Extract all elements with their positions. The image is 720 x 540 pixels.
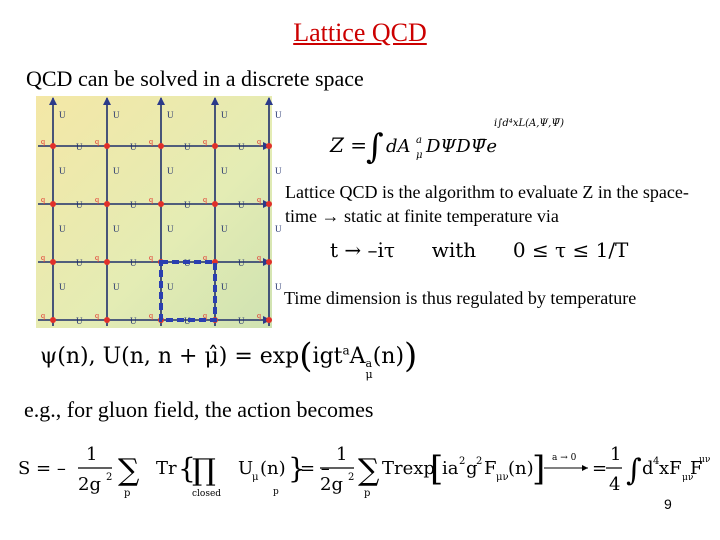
lattice-grid [36,96,282,328]
page-number: 9 [664,496,672,512]
action-one-2: 1 [336,444,348,465]
lattice-site [266,143,272,149]
lattice-site-label: q [41,137,45,146]
lattice-site-label: q [149,195,153,204]
action-sum: ∑ [118,453,140,488]
lattice-link-label: U [238,200,245,210]
action-bracket-l: [ [430,449,444,489]
psi-paren-close: ) [404,336,418,376]
algorithm-description: Lattice QCD is the algorithm to evaluate Z in the space-time → static at finite temperature via [285,182,689,226]
action-int: ∫ [626,453,642,488]
lattice-link-label: U [184,200,191,210]
lattice-site [212,143,218,149]
lattice-link-label: U [76,316,83,326]
action-xF: xF [659,458,682,479]
lattice-site [158,201,164,207]
lattice-site [50,201,56,207]
action-U-n: (n) [260,458,286,479]
lattice-up-arrow [157,97,165,105]
t-rhs: 0 ≤ τ ≤ 1/T [512,238,629,262]
t-with: with [431,238,477,262]
action-F2-sup: μν [699,455,711,465]
lattice-link-label: U [130,258,137,268]
action-limit: a → 0 [552,453,577,463]
lattice-site-label: q [257,195,261,204]
action-ia: ia [442,458,459,479]
lattice-site-label: q [149,311,153,320]
psi-a2: a [365,357,373,370]
psi-inner: igt [312,344,343,369]
lattice-site [50,259,56,265]
action-F-idx: μν [496,472,509,483]
lattice-site-label: q [257,253,261,262]
lattice-link-label: U [59,224,66,234]
slide-title: Lattice QCD [293,18,427,47]
t-lhs: t → –iτ [330,238,395,262]
action-prod-closed: closed [192,489,222,499]
z-measure: dA [386,136,411,157]
action-g: g [466,458,478,479]
z-lhs: Z = [330,133,368,157]
lattice-link-label: U [184,142,191,152]
lattice-link-label: U [184,316,191,326]
lattice-link-label: U [113,166,120,176]
lattice-link-label: U [221,166,228,176]
lattice-link-label: U [221,282,228,292]
lattice-link-label: U [275,166,282,176]
partition-function-equation [330,112,590,167]
action-one: 1 [86,444,98,465]
lattice-link-label: U [76,200,83,210]
lattice-link-label: U [184,258,191,268]
psi-a1: a [342,343,350,358]
time-dimension-note: Time dimension is thus regulated by temperature [284,288,637,308]
lattice-site-label: q [257,311,261,320]
action-prod: ∏ [192,453,216,488]
lattice-link-label: U [167,282,174,292]
action-g-sq: 2 [476,456,483,467]
action-denom-sq: 2 [106,472,113,483]
action-trexp: Trexp [382,458,435,479]
lattice-site [50,143,56,149]
lattice-link-label: U [238,258,245,268]
action-d-sup: 4 [653,456,660,467]
action-four: 4 [609,474,621,495]
psi-mu: μ [365,368,373,381]
lattice-link-label: U [59,282,66,292]
psi-A: A [349,344,366,369]
action-eq3: = [592,458,608,479]
lattice-link-label: U [130,200,137,210]
lattice-link-label: U [59,166,66,176]
action-U: U [238,458,254,479]
action-one-3: 1 [610,444,622,465]
gluon-action-intro: e.g., for gluon field, the action becomes [24,397,374,422]
lattice-site-label: q [41,311,45,320]
lattice-site-label: q [257,137,261,146]
z-exponent: i∫d⁴xL(A,Ψ,Ψ̄) [494,118,565,129]
lattice-site-label: q [203,311,207,320]
action-F: F [484,458,497,479]
lattice-link-label: U [275,282,282,292]
action-eq2: = – [300,458,330,479]
lattice-link-label: U [113,224,120,234]
lattice-site-label: q [203,195,207,204]
action-tr: Tr [156,458,177,479]
action-denom: 2g [78,474,101,495]
lattice-link-label: U [275,224,282,234]
lattice-link-label: U [275,110,282,120]
action-xF-sub: μν [682,473,694,483]
action-d: d [642,458,654,479]
lattice-up-arrow [211,97,219,105]
lattice-site [104,143,110,149]
action-brace-p: p [273,487,279,497]
lattice-site [266,259,272,265]
subtitle: QCD can be solved in a discrete space [26,66,364,91]
lattice-site-label: q [149,137,153,146]
wick-rotation-equation [330,238,628,262]
lattice-up-arrow [49,97,57,105]
lattice-link-label: U [130,142,137,152]
lattice-link-label: U [113,110,120,120]
lattice-action-equation [18,440,711,500]
psi-paren-open: ( [299,336,313,376]
lattice-site [50,317,56,323]
action-brace-r: } [288,452,306,485]
lattice-link-label: U [238,316,245,326]
lattice-up-arrow [103,97,111,105]
lattice-link-label: U [167,110,174,120]
lattice-site-label: q [95,253,99,262]
lattice-up-arrow [265,97,273,105]
lattice-site [212,201,218,207]
lattice-site-label: q [95,311,99,320]
z-integral: ∫ [366,127,384,167]
lattice-diagram [36,96,282,328]
lattice-link-label: U [238,142,245,152]
action-sum-2: ∑ [358,453,380,488]
lattice-site-label: q [41,253,45,262]
lattice-site [104,201,110,207]
z-measure-sub: μ [416,150,423,161]
action-s: S = – [18,458,66,479]
lattice-site [266,201,272,207]
link-variable-equation [40,336,417,380]
lattice-site-label: q [149,253,153,262]
lattice-link-label: U [76,258,83,268]
lattice-site-label: q [41,195,45,204]
lattice-link-label: U [221,224,228,234]
action-F-n: (n) [508,458,534,479]
lattice-link-label: U [167,166,174,176]
action-sum-p-2: p [364,488,371,499]
action-denom-sq-2: 2 [348,472,355,483]
action-brace-l: { [178,452,196,485]
psi-text: ψ(n), U(n, n + μ̂) = exp [40,344,300,369]
action-bracket-r: ] [532,449,546,489]
action-denom-2: 2g [320,474,343,495]
action-U-mu: μ [252,472,259,483]
lattice-site-label: q [95,195,99,204]
lattice-link-label: U [76,142,83,152]
lattice-link-label: U [221,110,228,120]
lattice-site [104,259,110,265]
z-measure-sup: a [416,135,422,146]
lattice-site [104,317,110,323]
lattice-link-label: U [59,110,66,120]
lattice-site-label: q [95,137,99,146]
lattice-site [266,317,272,323]
lattice-site-label: q [203,253,207,262]
z-fields: DΨDΨ̄e [426,136,498,157]
lattice-link-label: U [113,282,120,292]
action-F2: F [690,458,703,479]
lattice-site-label: q [203,137,207,146]
action-ia-sq: 2 [459,456,466,467]
psi-arg: (n) [372,344,405,369]
lattice-link-label: U [167,224,174,234]
action-sum-p: p [124,488,131,499]
lattice-site [158,143,164,149]
lattice-link-label: U [130,316,137,326]
